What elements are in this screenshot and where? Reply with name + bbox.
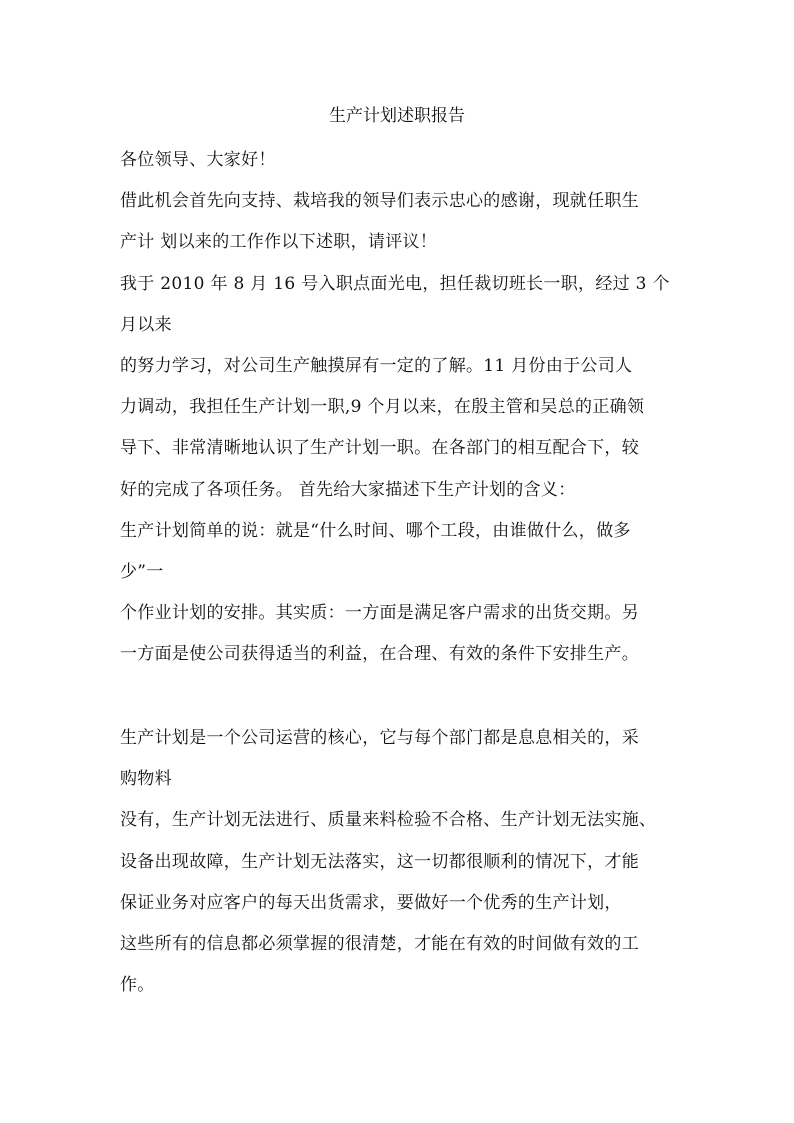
text-line: 设备出现故障，生产计划无法落实，这一切都很顺利的情况下，才能 — [120, 852, 639, 872]
text-line: 产计 划以来的工作作以下述职，请评议！ — [120, 232, 438, 252]
text-line: 月以来 — [120, 315, 172, 335]
text-line: 一方面是使公司获得适当的利益，在合理、有效的条件下安排生产。 — [120, 644, 639, 664]
text-line: 借此机会首先向支持、栽培我的领导们表示忠心的感谢，现就任职生 — [120, 191, 639, 211]
text-line: 生产计划简单的说：就是“什么时间、哪个工段，由谁做什么，做多 — [120, 521, 631, 541]
text-line-greeting: 各位领导、大家好！ — [120, 150, 276, 170]
text-line: 导下、非常清晰地认识了生产计划一职。在各部门的相互配合下，较 — [120, 438, 639, 458]
text-line: 作。 — [120, 975, 155, 995]
text-line: 购物料 — [120, 769, 172, 789]
text-line: 生产计划是一个公司运营的核心，它与每个部门都是息息相关的，采 — [120, 728, 639, 748]
document-title: 生产计划述职报告 — [329, 106, 465, 126]
text-line: 少”一 — [120, 562, 164, 582]
text-line: 的努力学习，对公司生产触摸屏有一定的了解。11 月份由于公司人 — [120, 356, 633, 376]
text-line: 这些所有的信息都必须掌握的很清楚，才能在有效的时间做有效的工 — [120, 934, 639, 954]
text-line: 力调动，我担任生产计划一职,9 个月以来，在殷主管和吴总的正确领 — [120, 397, 645, 417]
text-line: 好的完成了各项任务。 首先给大家描述下生产计划的含义： — [120, 480, 576, 500]
text-line: 没有，生产计划无法进行、质量来料检验不合格、生产计划无法实施、 — [120, 810, 657, 830]
text-line: 我于 2010 年 8 月 16 号入职点面光电，担任裁切班长一职，经过 3 个 — [120, 274, 670, 294]
text-line: 个作业计划的安排。其实质：一方面是满足客户需求的出货交期。另 — [120, 603, 639, 623]
text-line: 保证业务对应客户的每天出货需求，要做好一个优秀的生产计划， — [120, 893, 622, 913]
